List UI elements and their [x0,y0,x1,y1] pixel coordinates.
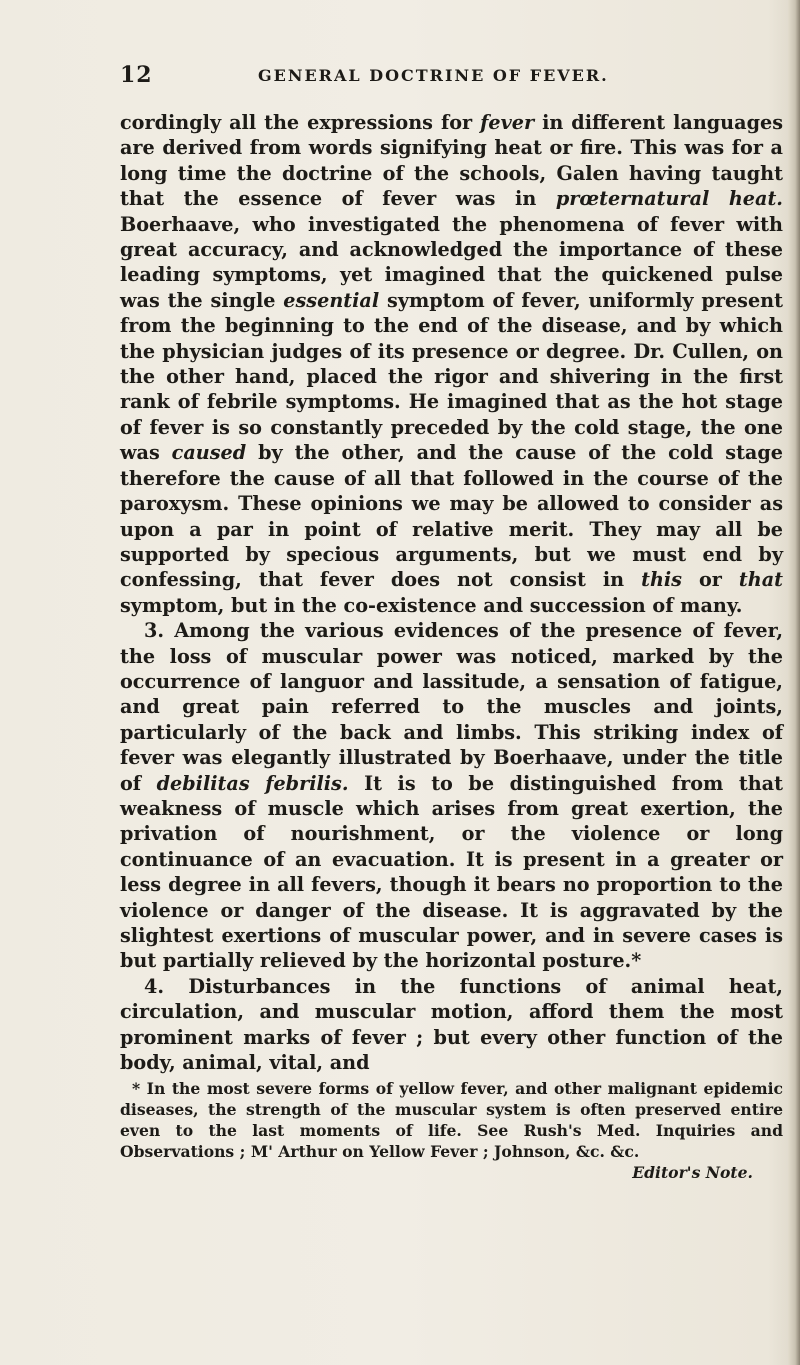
emphasis: essential [283,288,380,312]
emphasis: this [641,568,682,592]
footnote-signature: Editor's Note. [632,1163,753,1182]
emphasis: debilitas febrilis. [156,771,349,795]
page-edge [788,0,800,1365]
paragraph-1: cordingly all the expressions for fever in different languages are derived from words signifying heat or fire. This was for a long time the doctrine of the schools, Galen having taught that the essence of fever was in prœternatural heat. Boerhaave, who investigated the phenomena of fever with great accuracy, and acknowledged the importance of these leading symptoms, yet imagined that the quickened pulse was the single essential symptom of fever, uniformly present from the beginning to the end of the disease, and by which the physician judges of its presence or degree. Dr. Cullen, on the other hand, placed the rigor and shivering in the first rank of febrile symptoms. He imagined that as the hot stage of fever is so constantly preceded by the cold stage, the one was caused by the other, and the cause of the cold stage therefore the cause of all that followed in the course of the paroxysm. These opinions we may be allowed to consider as upon a par in point of relative merit. They may all be supported by specious arguments, but we must end by confessing, that fever does not consist in this or that symptom, but in the co-existence and succession of many. [120,111,783,617]
emphasis: fever [480,111,535,134]
running-head: GENERAL DOCTRINE OF FEVER. [258,66,609,85]
footnote [120,1078,783,1183]
emphasis: that [738,568,783,592]
paragraph-3: 3. Among the various evidences of the presence of fever, the loss of muscular power was noticed, marked by the occurrence of languor and lassitude, a sensation of fatigue, and great pain referred to the muscles and joints, particularly of the back and limbs. This striking index of fever was elegantly illustrated by Boerhaave, under the title of debilitas febrilis. It is to be distinguished from that weakness of muscle which arises from great exertion, the privation of nourishment, or the violence or long continuance of an evacuation. It is present in a greater or less degree in all fevers, though it bears no proportion to the violence or danger of the disease. It is aggravated by the slightest exertions of muscular power, and in severe cases is but partially relieved by the horizontal posture.* [120,619,783,973]
page-header [120,62,780,92]
footnote-text: * In the most severe forms of yellow fever, and other malignant epidemic diseases, the strength of the muscular system is often preserved entire even to the last moments of life. See Rush's Med. Inquiries and Observations ; M' Arthur on Yellow Fever ; Johnson, &c. &c. [120,1079,783,1161]
paragraph-4: 4. Disturbances in the functions of animal heat, circulation, and muscular motion, afford them the most prominent marks of fever ; but every other function of the body, animal, vital, and [120,974,783,1075]
emphasis: caused [171,441,247,465]
emphasis: prœternatural heat. [555,187,783,211]
page-number: 12 [120,62,153,88]
body-text [120,110,783,1075]
